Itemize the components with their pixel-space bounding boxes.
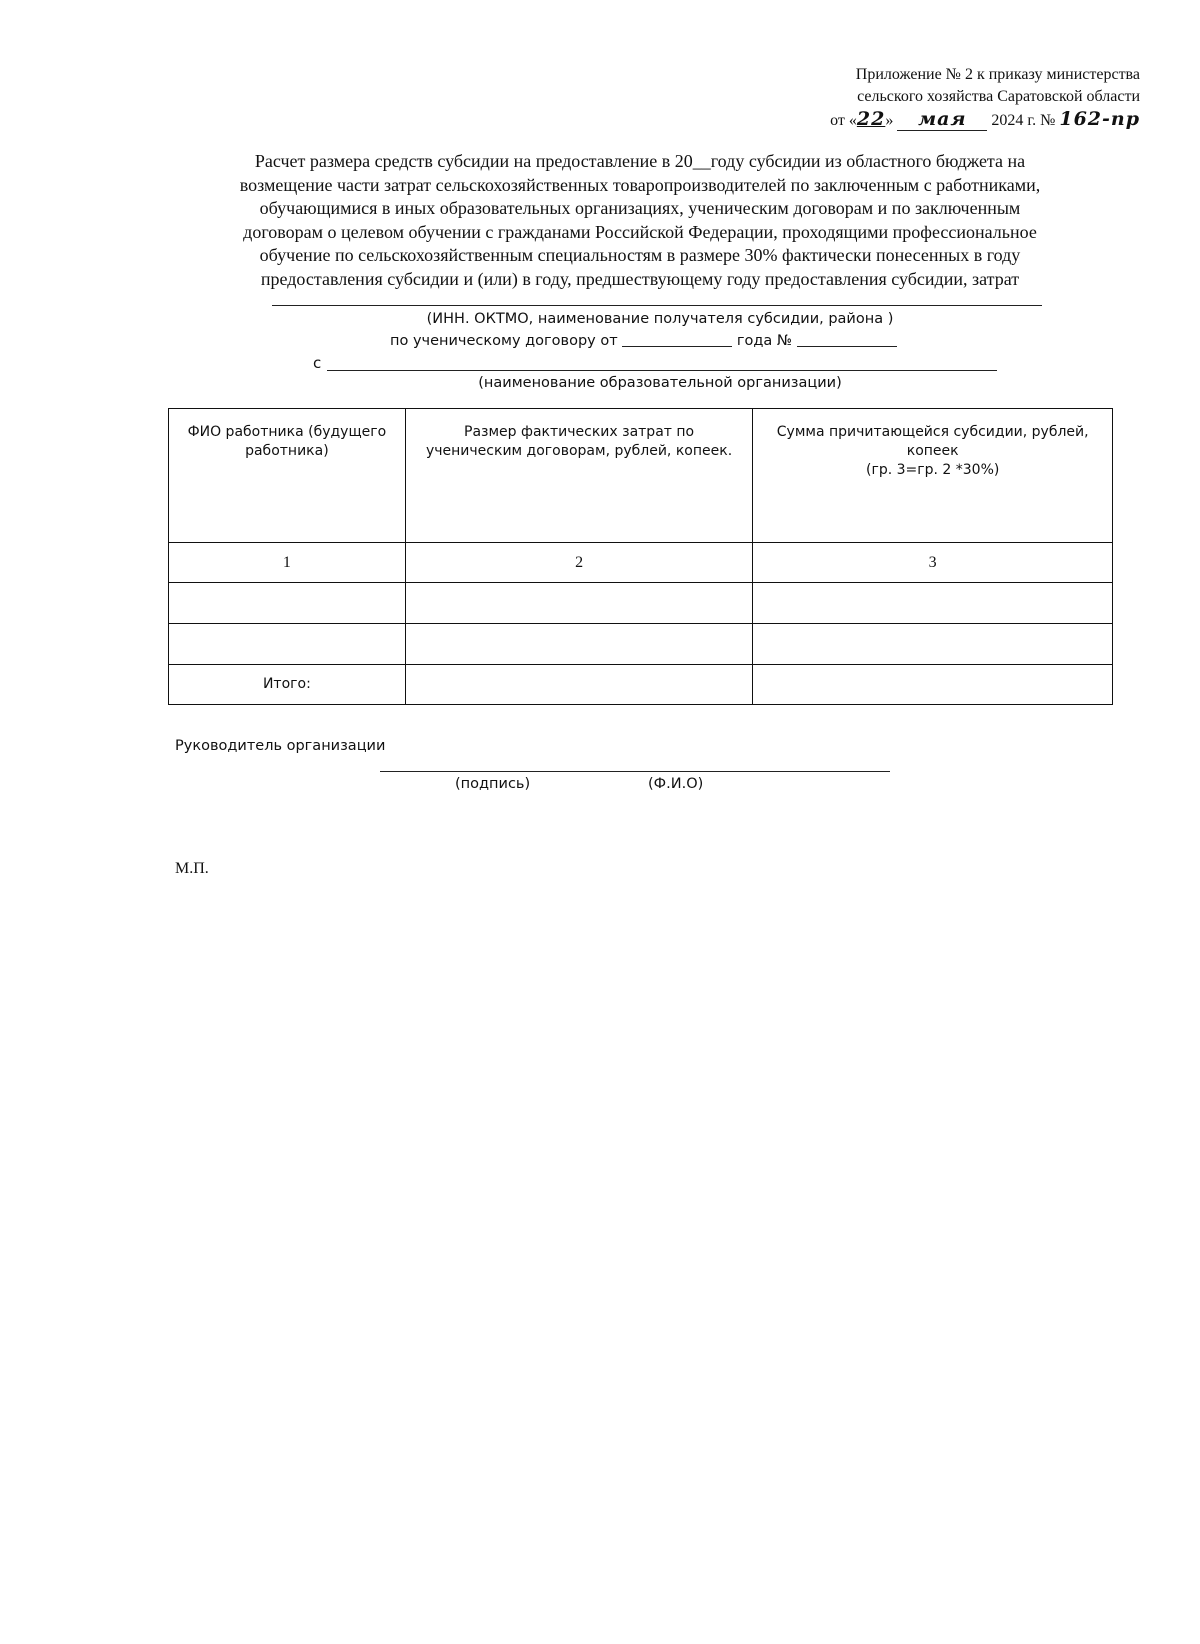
contract-year-label: года № (736, 333, 792, 349)
header-subsidy-amount: Сумма причитающейся субсидии, рублей, копеек (гр. 3=гр. 2 *30%) (753, 409, 1113, 543)
total-costs-cell (405, 665, 753, 705)
table-cell (753, 624, 1113, 665)
header-formula: (гр. 3=гр. 2 *30%) (866, 462, 1000, 478)
col-number-1: 1 (169, 543, 406, 583)
org-caption: (наименование образовательной организации) (478, 375, 842, 391)
header-actual-costs: Размер фактических затрат по ученическим договорам, рублей, копеек. (405, 409, 753, 543)
table-cell (405, 583, 753, 624)
col-number-3: 3 (753, 543, 1113, 583)
appendix-header (720, 64, 1140, 132)
org-line (327, 370, 997, 371)
head-label: Руководитель организации (175, 738, 386, 754)
header-worker-name: ФИО работника (будущего работника) (169, 409, 406, 543)
date-mid: » (885, 112, 894, 129)
date-day: 22 (856, 108, 886, 130)
total-subsidy-cell (753, 665, 1113, 705)
signature-line (380, 771, 890, 772)
appendix-line-2: сельского хозяйства Саратовской области (857, 88, 1140, 105)
appendix-line-1: Приложение № 2 к приказу министерства (855, 66, 1140, 83)
appendix-date-line (720, 108, 1140, 132)
contract-prefix: по ученическому договору от (390, 333, 618, 349)
total-label: Итого: (169, 665, 406, 705)
order-number: 162-пр (1059, 108, 1140, 130)
table-cell (753, 583, 1113, 624)
recipient-line (272, 305, 1042, 306)
title-line-2: возмещение части затрат сельскохозяйственных товаропроизводителей по заключенным с работниками, (239, 174, 1041, 195)
title-line-4: договорам о целевом обучении с гражданами Российской Федерации, проходящими профессиональное (243, 221, 1037, 242)
table-header-row (169, 409, 1113, 543)
subsidy-table (168, 408, 1113, 705)
document-title (170, 150, 1110, 291)
table-cell (169, 583, 406, 624)
table-total-row (169, 665, 1113, 705)
title-line-5: обучение по сельскохозяйственным специальностям в размере 30% фактически понесенных в году (259, 245, 1021, 265)
title-line-1: Расчет размера средств субсидии на предоставление в 20__году субсидии из областного бюджета на (254, 151, 1026, 171)
contract-date-blank (622, 346, 732, 347)
date-prefix: от « (830, 112, 857, 129)
recipient-caption: (ИНН. ОКТМО, наименование получателя субсидии, района ) (426, 311, 894, 327)
stamp-place: М.П. (175, 860, 209, 877)
contract-number-blank (797, 346, 897, 347)
title-line-3: обучающимися в иных образовательных организациях, ученическим договорам и по заключенным (259, 198, 1021, 218)
date-year: 2024 г. № (991, 112, 1056, 129)
with-label: с (313, 354, 322, 372)
date-month: мая (897, 108, 987, 131)
name-caption: (Ф.И.О) (648, 776, 704, 792)
table-number-row (169, 543, 1113, 583)
title-line-6: предоставления субсидии и (или) в году, предшествующему году предоставления субсидии, затрат (260, 268, 1020, 289)
table-row (169, 624, 1113, 665)
col-number-2: 2 (405, 543, 753, 583)
table-cell (169, 624, 406, 665)
table-cell (405, 624, 753, 665)
contract-line (390, 333, 930, 349)
sign-caption: (подпись) (455, 776, 531, 792)
table-row (169, 583, 1113, 624)
